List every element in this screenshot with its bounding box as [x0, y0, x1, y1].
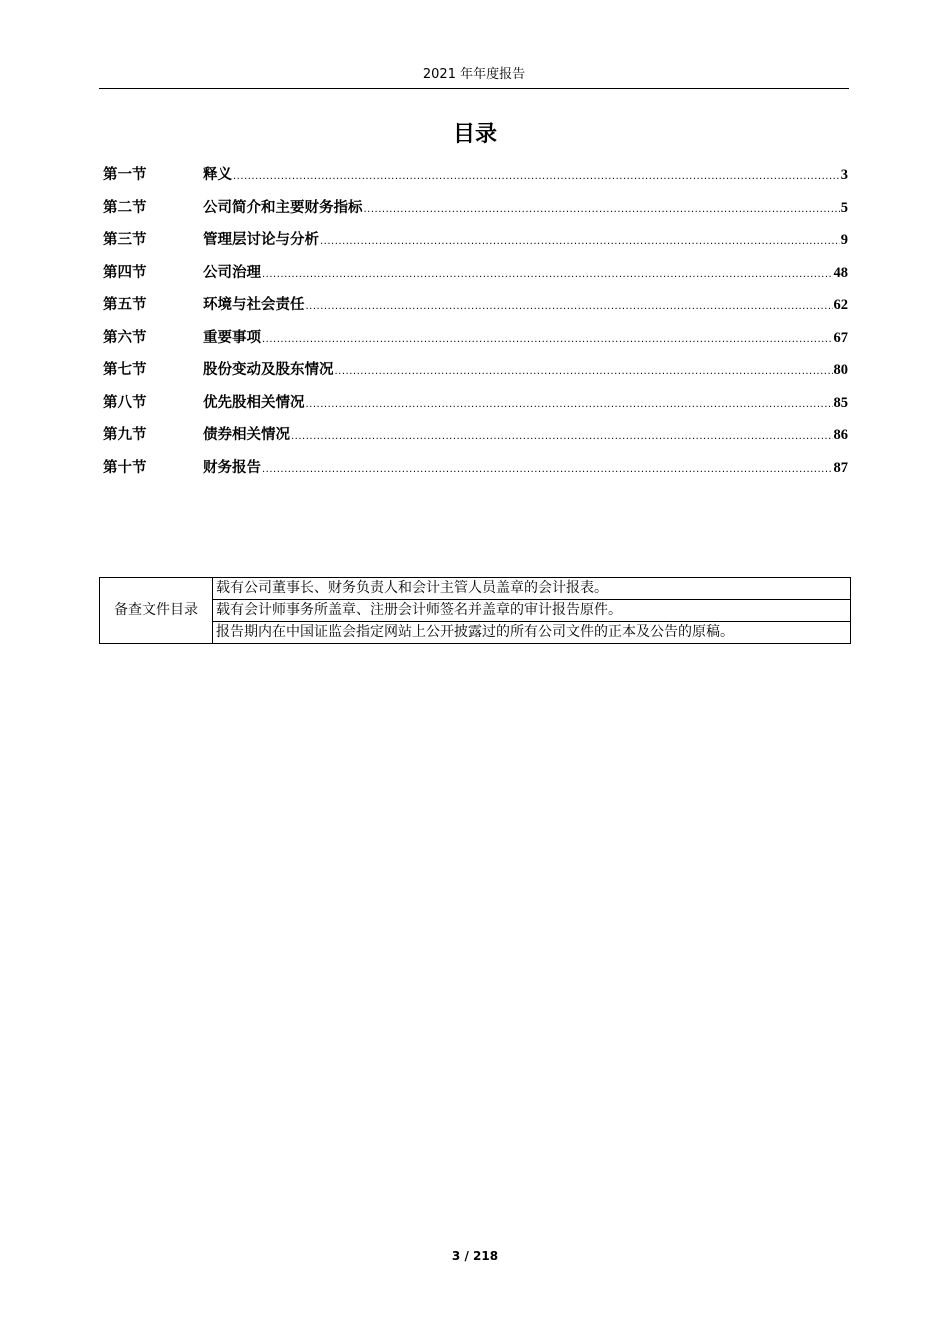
toc-section-number: 第一节: [103, 167, 147, 183]
toc-leader-dots: [262, 464, 833, 475]
toc-leader-dots: [364, 204, 840, 215]
toc-page-number: 87: [833, 459, 848, 476]
toc-page-number: 80: [833, 362, 848, 378]
table-row: [100, 578, 851, 600]
toc-section-number: 第九节: [103, 427, 147, 443]
toc-leader-dots: [262, 334, 833, 345]
toc-section-number: 第二节: [103, 199, 147, 216]
toc-leader-dots: [262, 269, 833, 280]
reference-item: 载有公司董事长、财务负责人和会计主管人员盖章的会计报表。: [213, 578, 851, 600]
toc-leader-dots: [320, 236, 840, 247]
toc-item[interactable]: [103, 228, 848, 261]
toc-section-number: 第八节: [103, 394, 147, 411]
toc-page-number: 62: [833, 297, 848, 313]
toc-page-number: 48: [833, 264, 848, 281]
table-row: [100, 600, 851, 622]
toc-page-number: 3: [840, 167, 848, 183]
table-of-contents: [103, 163, 848, 488]
page-header: 2021 年年度报告: [422, 67, 526, 82]
toc-section-title: 公司简介和主要财务指标: [203, 199, 363, 216]
reference-documents-table: [99, 577, 851, 644]
toc-section-title: 优先股相关情况: [203, 394, 305, 411]
toc-section-title: 债券相关情况: [203, 427, 290, 443]
toc-item[interactable]: [103, 261, 848, 294]
toc-section-title: 财务报告: [203, 459, 261, 476]
reference-item: 载有会计师事务所盖章、注册会计师签名并盖章的审计报告原件。: [213, 600, 851, 622]
toc-item[interactable]: [103, 326, 848, 359]
toc-item[interactable]: [103, 293, 848, 326]
toc-section-number: 第七节: [103, 362, 147, 378]
toc-section-title: 环境与社会责任: [203, 297, 305, 313]
toc-section-title: 释义: [203, 167, 232, 183]
toc-item[interactable]: [103, 196, 848, 229]
toc-item[interactable]: [103, 456, 848, 489]
toc-section-number: 第三节: [103, 232, 147, 248]
page-number-footer: 3 / 218: [451, 1249, 499, 1263]
toc-leader-dots: [335, 366, 833, 377]
toc-page-number: 67: [833, 329, 848, 346]
toc-page-number: 85: [833, 394, 848, 411]
toc-section-title: 公司治理: [203, 264, 261, 281]
toc-page-number: 9: [840, 232, 848, 248]
page-title: 目录: [452, 122, 497, 147]
toc-section-title: 股份变动及股东情况: [203, 362, 334, 378]
toc-item[interactable]: [103, 423, 848, 456]
toc-leader-dots: [306, 301, 833, 312]
reference-table-label: 备查文件目录: [100, 578, 213, 644]
table-row: [100, 622, 851, 644]
toc-leader-dots: [306, 399, 833, 410]
toc-section-number: 第十节: [103, 459, 147, 476]
toc-item[interactable]: [103, 163, 848, 196]
toc-section-number: 第四节: [103, 264, 147, 281]
reference-item: 报告期内在中国证监会指定网站上公开披露过的所有公司文件的正本及公告的原稿。: [213, 622, 851, 644]
toc-section-number: 第五节: [103, 297, 147, 313]
toc-page-number: 86: [833, 427, 848, 443]
header-divider: [99, 88, 849, 89]
toc-section-title: 重要事项: [203, 329, 261, 346]
toc-item[interactable]: [103, 358, 848, 391]
toc-item[interactable]: [103, 391, 848, 424]
toc-leader-dots: [233, 171, 840, 182]
toc-section-title: 管理层讨论与分析: [203, 232, 319, 248]
toc-page-number: 5: [840, 199, 848, 216]
toc-section-number: 第六节: [103, 329, 147, 346]
toc-leader-dots: [291, 431, 833, 442]
